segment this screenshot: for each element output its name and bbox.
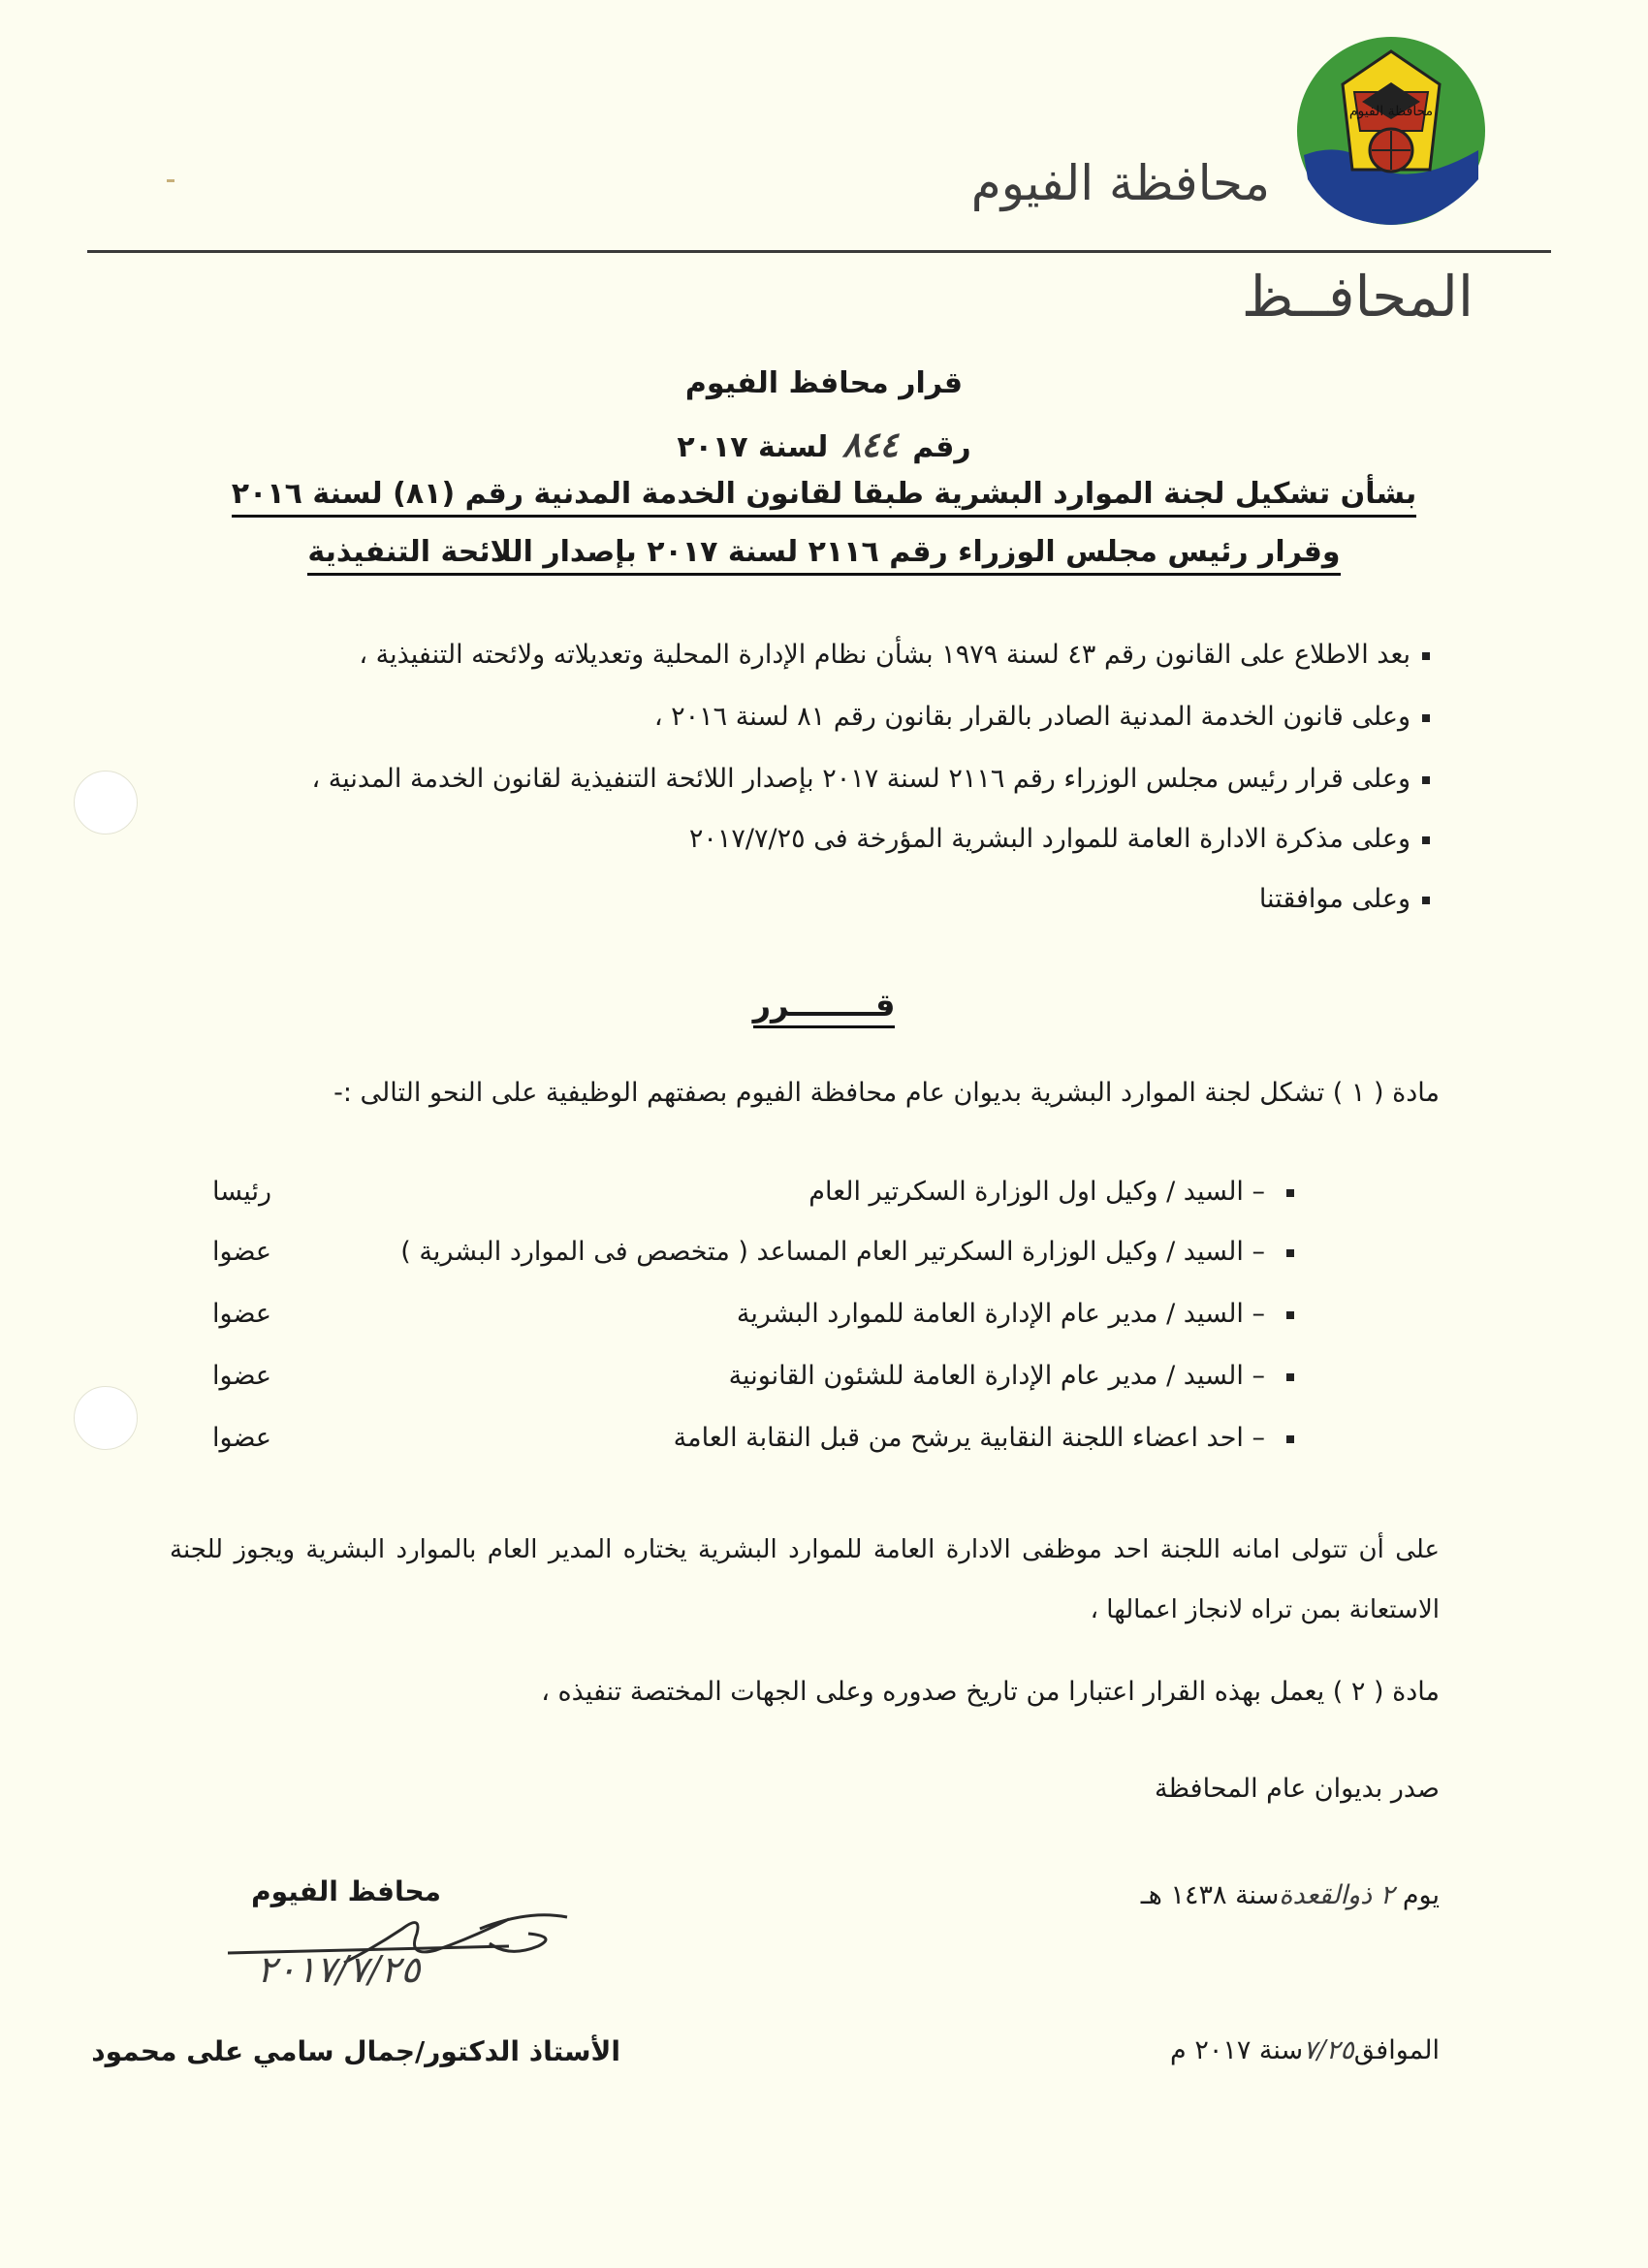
bullet-square-icon (1286, 1373, 1294, 1381)
bullet-square-icon (1422, 714, 1430, 722)
signatory-title: محافظ الفيوم (251, 1875, 441, 1907)
member-name: – السيد / وكيل الوزارة السكرتير العام المساعد ( متخصص فى الموارد البشرية ) (400, 1237, 1265, 1267)
member-row (400, 1237, 1294, 1267)
number-year: لسنة ٢٠١٧ (677, 430, 829, 464)
member-row (737, 1299, 1294, 1329)
subject-line-2: وقرار رئيس مجلس الوزراء رقم ٢١١٦ لسنة ٢٠١٧ بإصدار اللائحة التنفيذية (307, 535, 1340, 576)
bullet-square-icon (1286, 1311, 1294, 1319)
number-prefix: رقم (912, 430, 971, 464)
punch-hole (74, 771, 138, 835)
hijri-suffix: سنة ١٤٣٨ هـ (1140, 1880, 1280, 1910)
subject-line-1: بشأن تشكيل لجنة الموارد البشرية طبقا لقانون الخدمة المدنية رقم (٨١) لسنة ٢٠١٦ (232, 477, 1417, 518)
preamble-item (654, 702, 1430, 732)
punch-hole (74, 1386, 138, 1450)
decree-subject-1 (0, 477, 1648, 511)
gregorian-date (1170, 2035, 1440, 2065)
member-name: – احد اعضاء اللجنة النقابية يرشح من قبل النقابة العامة (673, 1423, 1265, 1453)
member-name: – السيد / مدير عام الإدارة العامة للشئون القانونية (728, 1361, 1265, 1391)
bullet-square-icon (1286, 1189, 1294, 1197)
member-role: عضوا (212, 1423, 271, 1453)
paper-mark (167, 179, 174, 182)
bullet-square-icon (1422, 776, 1430, 784)
office-title: المحافــظ (1241, 264, 1474, 330)
hijri-handwritten: ٢ ذوالقعدة (1279, 1880, 1395, 1910)
hijri-prefix: يوم (1402, 1880, 1440, 1910)
handwritten-number: ٨٤٤ (841, 425, 899, 465)
member-row (674, 1423, 1294, 1453)
gregorian-handwritten: ٧/٢٥ (1303, 2035, 1354, 2065)
preamble-item (359, 640, 1430, 670)
preamble-item (689, 824, 1430, 854)
bullet-square-icon (1286, 1249, 1294, 1257)
preamble-text: بعد الاطلاع على القانون رقم ٤٣ لسنة ١٩٧٩ بشأن نظام الإدارة المحلية وتعديلاته ولائحته التنفيذية ، (359, 640, 1410, 670)
logo-text: محافظة الفيوم (1348, 104, 1434, 119)
signature-date: ٢٠١٧/٧/٢٥ (257, 1948, 421, 1991)
hijri-date (1141, 1880, 1440, 1910)
member-role: عضوا (212, 1361, 271, 1391)
issued-at: صدر بديوان عام المحافظة (1155, 1774, 1440, 1804)
gregorian-prefix: الموافق (1353, 2035, 1440, 2065)
bullet-square-icon (1422, 836, 1430, 844)
member-row (808, 1177, 1294, 1207)
decree-title: قرار محافظ الفيوم (684, 366, 964, 400)
bullet-square-icon (1286, 1435, 1294, 1443)
preamble-item (311, 764, 1430, 794)
signatory-name: الأستاذ الدكتور/جمال سامي على محمود (91, 2035, 620, 2067)
member-name: – السيد / مدير عام الإدارة العامة للموارد البشرية (736, 1299, 1265, 1329)
decree-subject-2 (0, 535, 1648, 569)
decree-heading-text: قــــــــرر (753, 987, 896, 1028)
member-row (729, 1361, 1294, 1391)
preamble-text: وعلى مذكرة الادارة العامة للموارد البشرية المؤرخة فى ٢٠١٧/٧/٢٥ (688, 824, 1410, 854)
preamble-text: وعلى موافقتنا (1258, 884, 1410, 914)
article-2: مادة ( ٢ ) يعمل بهذه القرار اعتبارا من تاريخ صدوره وعلى الجهات المختصة تنفيذه ، (541, 1677, 1440, 1707)
bullet-square-icon (1422, 897, 1430, 904)
gregorian-suffix: سنة ٢٠١٧ م (1170, 2035, 1304, 2065)
member-name: – السيد / وكيل اول الوزارة السكرتير العام (808, 1177, 1265, 1207)
member-role: رئيسا (211, 1177, 271, 1207)
member-role: عضوا (212, 1299, 271, 1329)
governorate-seal-logo (1294, 34, 1488, 228)
decree-heading (0, 987, 1648, 1024)
preamble-item (1259, 884, 1430, 914)
decree-number (0, 425, 1648, 465)
secretariat-paragraph: على أن تتولى امانه اللجنة احد موظفى الادارة العامة للموارد البشرية يختاره المدير العام بالموارد البشرية ويجوز للجنة الاستعانة بمن تراه لانجاز اعمالها ، (170, 1535, 1440, 1624)
bullet-square-icon (1422, 652, 1430, 660)
preamble-text: وعلى قانون الخدمة المدنية الصادر بالقرار بقانون رقم ٨١ لسنة ٢٠١٦ ، (653, 702, 1410, 732)
member-role: عضوا (212, 1237, 271, 1267)
preamble-text: وعلى قرار رئيس مجلس الوزراء رقم ٢١١٦ لسنة ٢٠١٧ بإصدار اللائحة التنفيذية لقانون الخدمة المدنية ، (311, 764, 1410, 794)
header-divider (87, 250, 1551, 253)
governorate-name: محافظة الفيوم (970, 155, 1270, 211)
article-1: مادة ( ١ ) تشكل لجنة الموارد البشرية بديوان عام محافظة الفيوم بصفتهم الوظيفية على النحو التالى :- (333, 1078, 1440, 1108)
